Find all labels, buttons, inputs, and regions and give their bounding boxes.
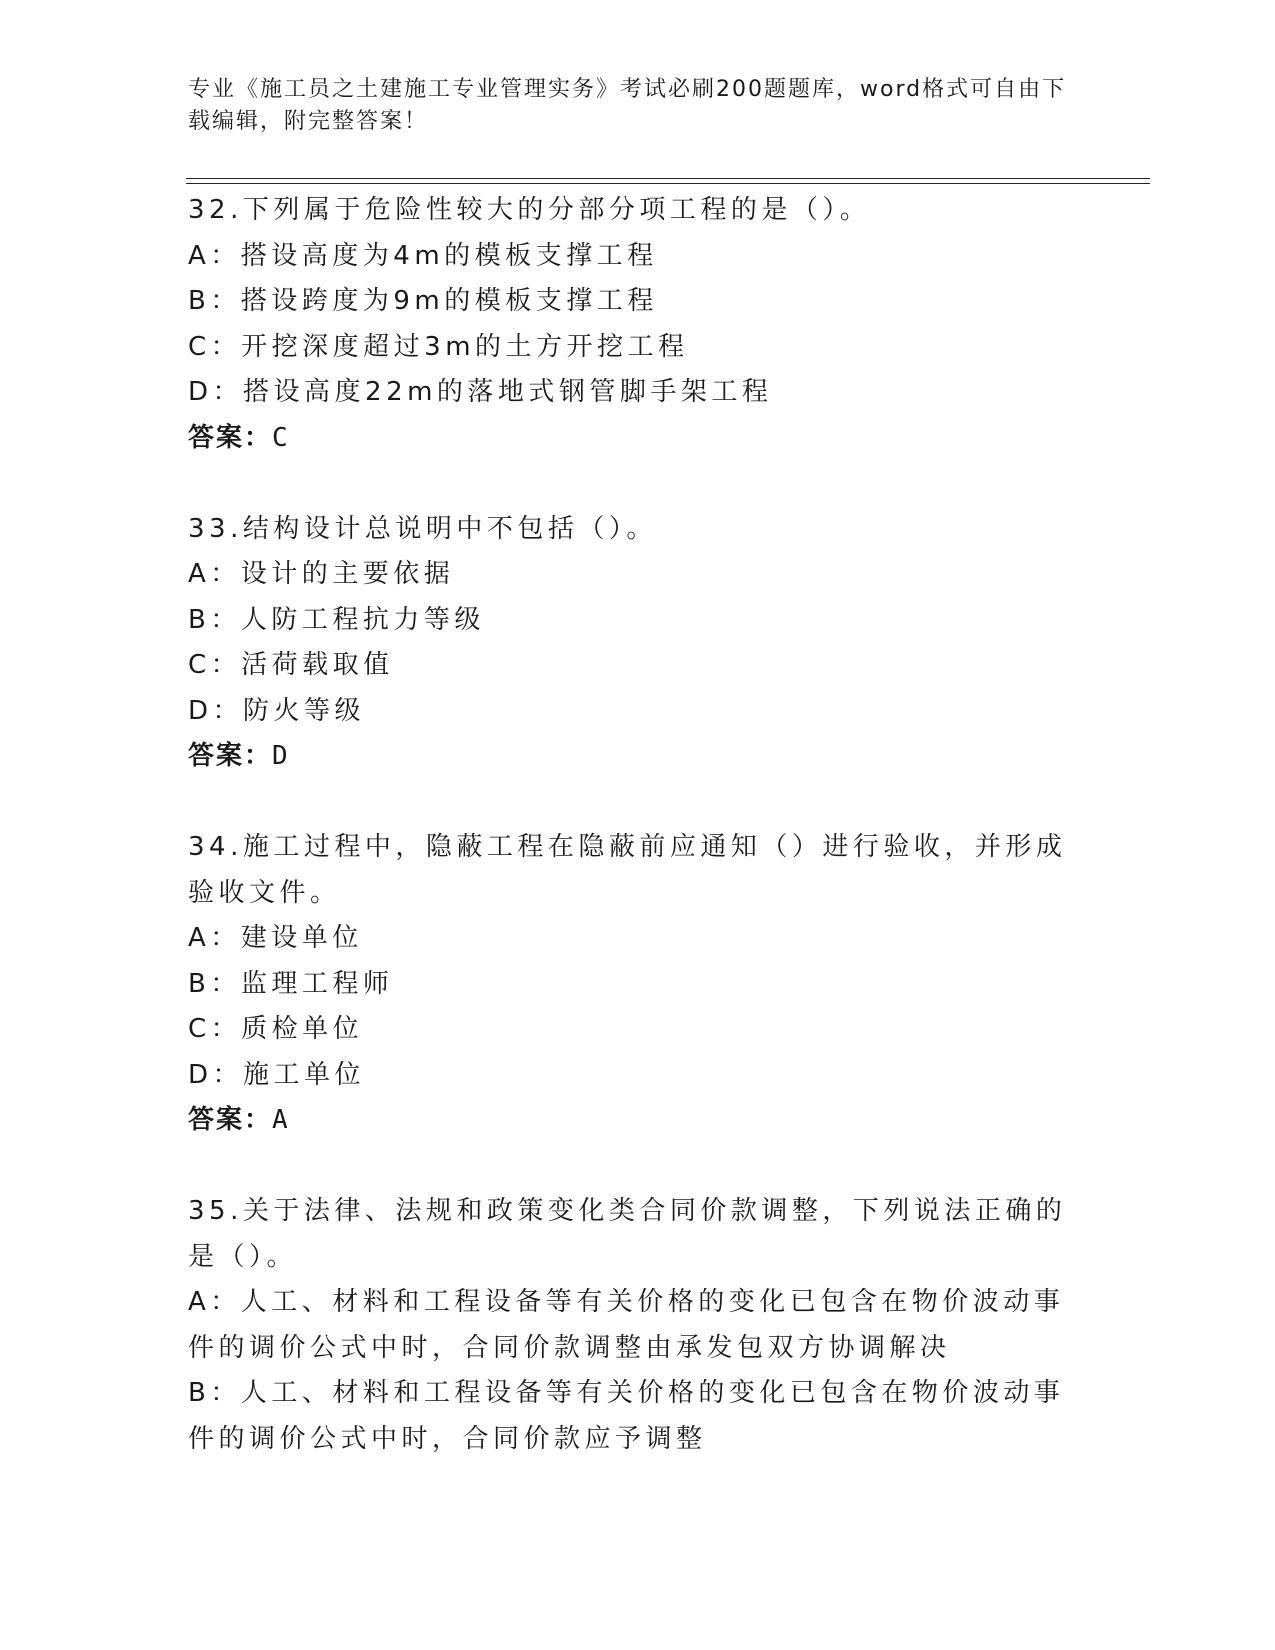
option-a: A：搭设高度为4m的模板支撑工程 [188, 240, 658, 271]
header-text: 专业《施工员之土建施工专业管理实务》考试必刷200题题库，word格式可自由下载编辑，附完整答案！ [188, 77, 1067, 134]
option-a: A：建设单位 [188, 923, 363, 953]
answer-value: C [272, 422, 290, 453]
option-b: B：监理工程师 [188, 968, 394, 999]
answer-line [188, 416, 1088, 462]
answer-value: D [272, 741, 290, 771]
answer-value: A [272, 1105, 290, 1135]
question-text: 结构设计总说明中不包括（）。 [242, 513, 657, 544]
option-b: B：人工、材料和工程设备等有关价格的变化已包含在物价波动事件的调价公式中时，合同价款应予调整 [188, 1378, 1065, 1454]
option-d: D：搭设高度22m的落地式钢管脚手架工程 [188, 377, 773, 407]
question-number: 32. [188, 195, 243, 225]
spacer [188, 780, 1088, 826]
option-c: C：质检单位 [188, 1014, 364, 1044]
option-a: A：人工、材料和工程设备等有关价格的变化已包含在物价波动事件的调价公式中时，合同价款调整由承发包双方协调解决 [188, 1287, 1065, 1363]
spacer [188, 1144, 1088, 1190]
question-text: 下列属于危险性较大的分部分项工程的是（）。 [242, 195, 871, 225]
answer-line [188, 734, 1088, 780]
option-b: B：人防工程抗力等级 [188, 604, 485, 635]
question-list [188, 188, 1088, 1462]
question-number: 33. [188, 513, 243, 544]
question-text: 关于法律、法规和政策变化类合同价款调整，下列说法正确的是（）。 [188, 1196, 1067, 1272]
option-c: C：开挖深度超过3m的土方开挖工程 [188, 331, 689, 362]
question-35 [188, 1189, 1088, 1462]
question-number: 34. [188, 832, 243, 862]
option-b: B：搭设跨度为9m的模板支撑工程 [188, 286, 658, 316]
header-rule-bottom [186, 183, 1150, 184]
question-34 [188, 825, 1088, 1144]
question-stem [188, 507, 1088, 553]
option-a: A：设计的主要依据 [188, 559, 455, 589]
document-header [188, 74, 1088, 138]
question-stem [188, 825, 1088, 916]
answer-line [188, 1098, 1088, 1144]
option-c: C：活荷载取值 [188, 650, 394, 680]
question-stem [188, 188, 1088, 234]
answer-label: 答案： [188, 741, 273, 771]
answer-label: 答案： [188, 422, 273, 453]
header-rule-top [186, 178, 1150, 179]
option-d: D：防火等级 [188, 695, 366, 726]
question-33 [188, 507, 1088, 780]
question-32 [188, 188, 1088, 461]
option-d: D：施工单位 [188, 1059, 366, 1090]
question-number: 35. [188, 1196, 243, 1226]
question-text: 施工过程中，隐蔽工程在隐蔽前应通知（）进行验收，并形成验收文件。 [188, 832, 1067, 908]
question-stem [188, 1189, 1088, 1280]
answer-label: 答案： [188, 1105, 273, 1135]
spacer [188, 461, 1088, 507]
